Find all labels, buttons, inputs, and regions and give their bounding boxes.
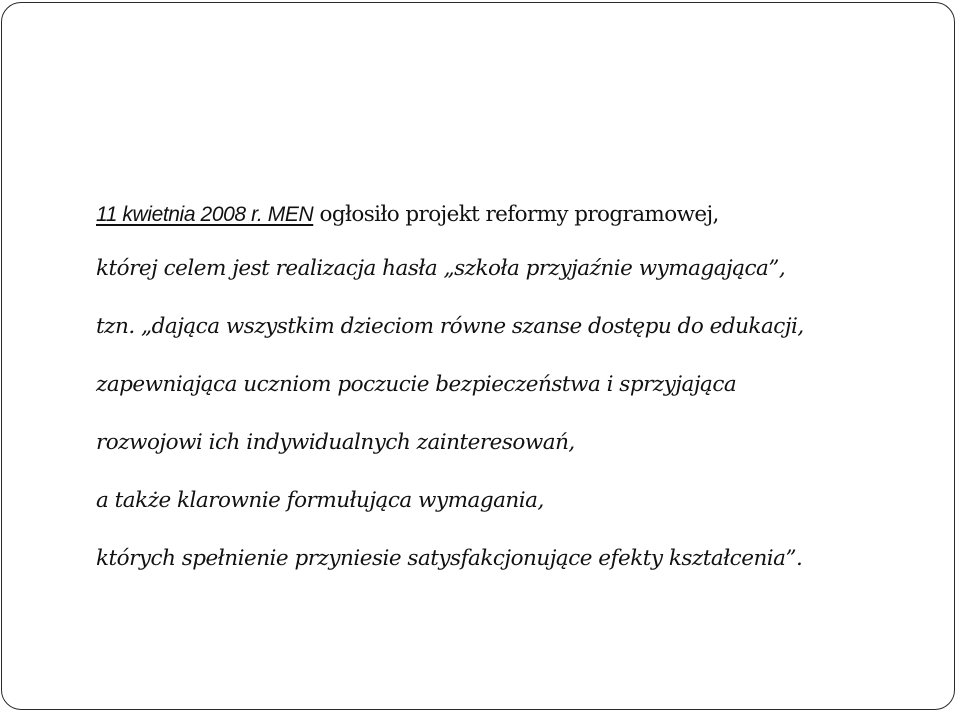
announcement-text: ogłosiło projekt reformy programowej,: [313, 202, 719, 227]
text-line-7: których spełnienie przyniesie satysfakcjonujące efekty kształcenia”.: [96, 546, 803, 571]
text-line-3: tzn. „dająca wszystkim dzieciom równe szanse dostępu do edukacji,: [96, 314, 804, 339]
text-line-5: rozwojowi ich indywidualnych zainteresowań,: [96, 430, 575, 455]
date-men-link: 11 kwietnia 2008 r. MEN: [96, 203, 314, 226]
text-line-4: zapewniająca uczniom poczucie bezpieczeństwa i sprzyjająca: [96, 372, 737, 397]
text-line-2: której celem jest realizacja hasła „szkoła przyjaźnie wymagająca”,: [96, 256, 786, 281]
text-line-6: a także klarownie formułująca wymagania,: [96, 488, 544, 513]
text-line-1: [96, 190, 896, 240]
slide-text: [96, 190, 896, 588]
